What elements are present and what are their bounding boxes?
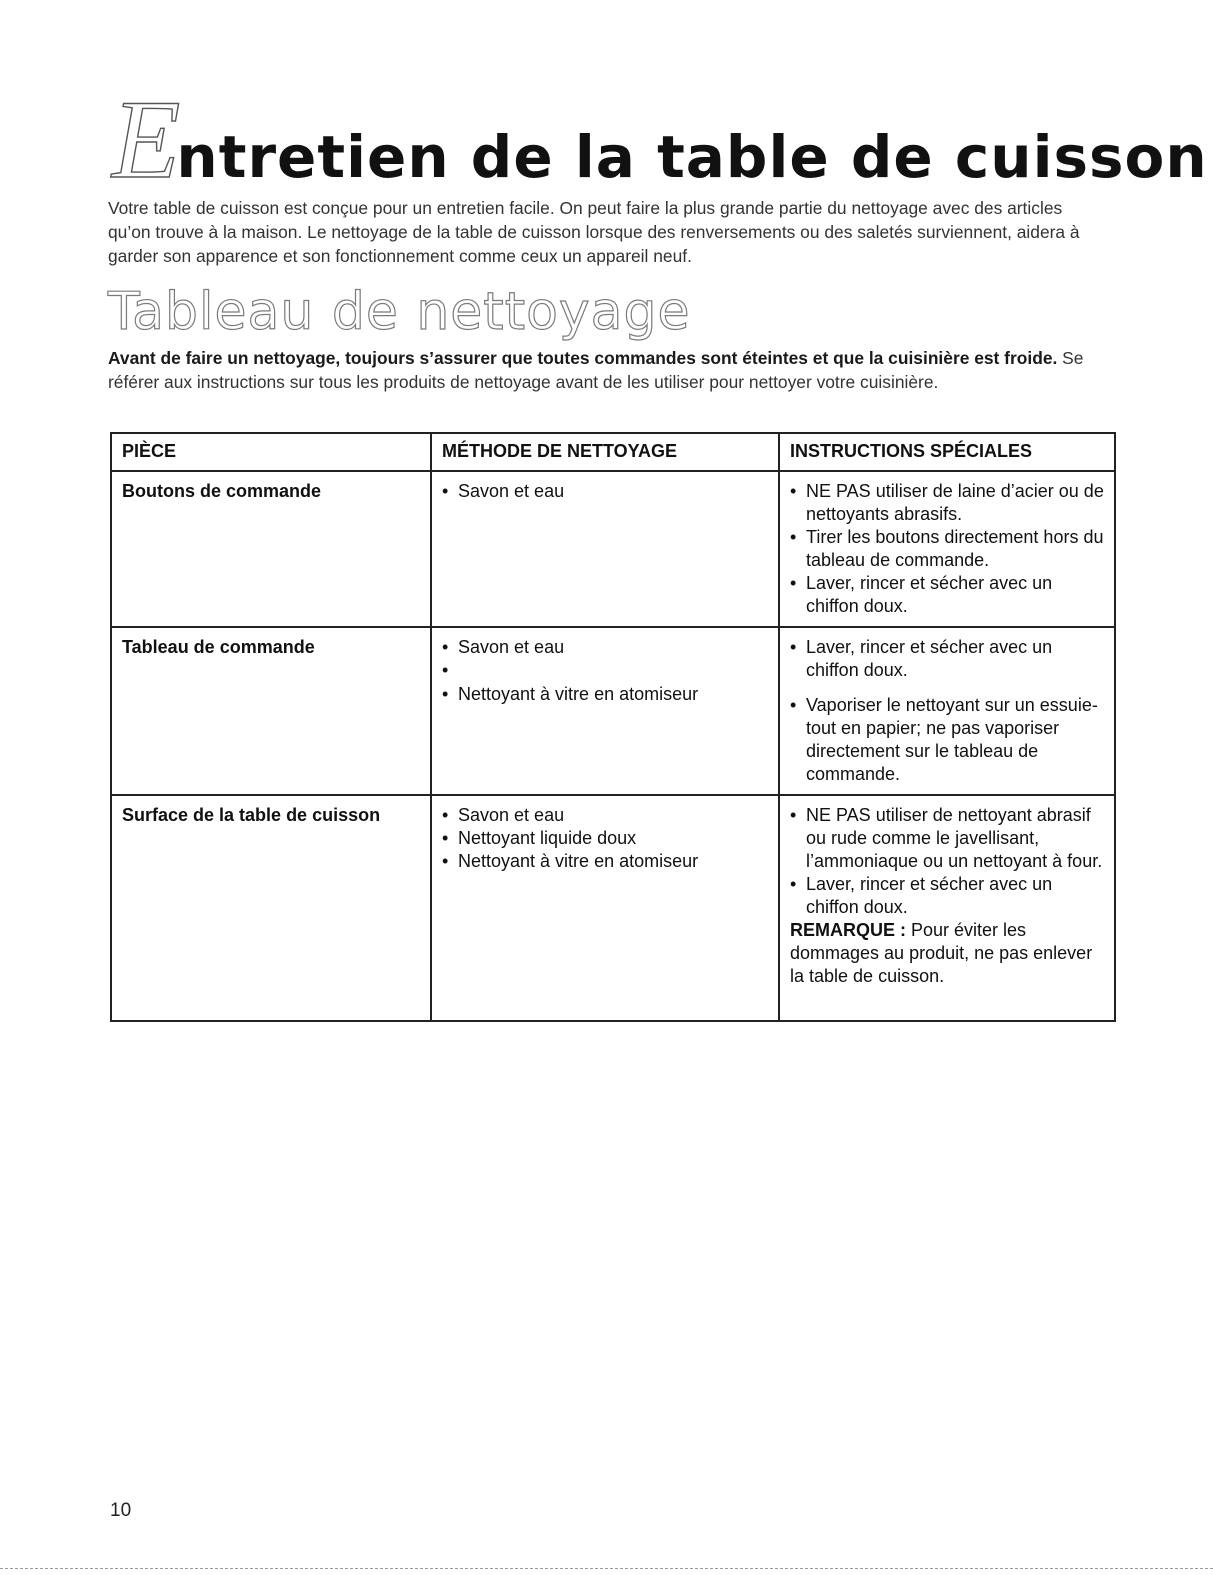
header-instructions: INSTRUCTIONS SPÉCIALES <box>779 433 1115 471</box>
row-piece: Boutons de commande <box>111 471 431 627</box>
instruction-item: • Vaporiser le nettoyant sur un essuie-tout en papier; ne pas vaporiser directement sur le tableau de commande. <box>790 694 1104 786</box>
page-title <box>112 78 1208 202</box>
method-item: • Nettoyant liquide doux <box>442 827 768 850</box>
row-method <box>431 627 779 795</box>
method-item: • Nettoyant à vitre en atomiseur <box>442 683 768 706</box>
intro-paragraph: Votre table de cuisson est conçue pour un entretien facile. On peut faire la plus grande partie du nettoyage avec des articles qu’on trouve à la maison. Le nettoyage de la table de cuisson lorsque des renversements ou des saletés surviennent, aidera à garder son apparence et son fonctionnement comme ceux un appareil neuf. <box>108 198 1080 266</box>
bottom-rule <box>0 1568 1213 1569</box>
warning-bold: Avant de faire un nettoyage, toujours s’assurer que toutes commandes sont éteintes et que la cuisinière est froide. <box>108 348 1058 368</box>
instruction-item: • Laver, rincer et sécher avec un chiffon doux. <box>790 572 1104 618</box>
cleaning-table <box>110 432 1116 1022</box>
title-text: ntretien de la table de cuisson <box>176 123 1208 191</box>
row-instructions <box>779 471 1115 627</box>
spacer <box>442 659 768 683</box>
instruction-item: • NE PAS utiliser de laine d’acier ou de nettoyants abrasifs. <box>790 480 1104 526</box>
section-heading: Tableau de nettoyage <box>108 282 691 342</box>
header-method: MÉTHODE DE NETTOYAGE <box>431 433 779 471</box>
page-number: 10 <box>110 1500 132 1521</box>
warning-rest: Se référer aux instructions sur tous les produits de nettoyage avant de les utiliser pour nettoyer votre cuisinière. <box>108 348 1084 392</box>
row-piece: Tableau de commande <box>111 627 431 795</box>
row-piece: Surface de la table de cuisson <box>111 795 431 1021</box>
row-instructions <box>779 795 1115 1021</box>
table-row <box>111 471 1115 627</box>
title-drop-cap: E <box>112 78 181 202</box>
method-item: • Savon et eau <box>442 636 768 659</box>
table-row <box>111 627 1115 795</box>
header-piece: PIÈCE <box>111 433 431 471</box>
warning-paragraph <box>108 346 1108 394</box>
method-item: • Savon et eau <box>442 480 768 503</box>
instruction-item: • Tirer les boutons directement hors du tableau de commande. <box>790 526 1104 572</box>
method-item: • Nettoyant à vitre en atomiseur <box>442 850 768 873</box>
instruction-item: • Laver, rincer et sécher avec un chiffon doux. <box>790 873 1104 919</box>
method-item: • Savon et eau <box>442 804 768 827</box>
row-instructions <box>779 627 1115 795</box>
row-method <box>431 795 779 1021</box>
remark-text: Pour éviter les dommages au produit, ne pas enlever la table de cuisson. <box>790 920 1093 986</box>
remark-note <box>790 919 1104 988</box>
remark-label: REMARQUE : <box>790 920 906 940</box>
instruction-item: • Laver, rincer et sécher avec un chiffon doux. <box>790 636 1104 682</box>
table-row <box>111 795 1115 1021</box>
table-header-row <box>111 433 1115 471</box>
instruction-item: • NE PAS utiliser de nettoyant abrasif ou rude comme le javellisant, l’ammoniaque ou un nettoyant à four. <box>790 804 1104 873</box>
row-method <box>431 471 779 627</box>
